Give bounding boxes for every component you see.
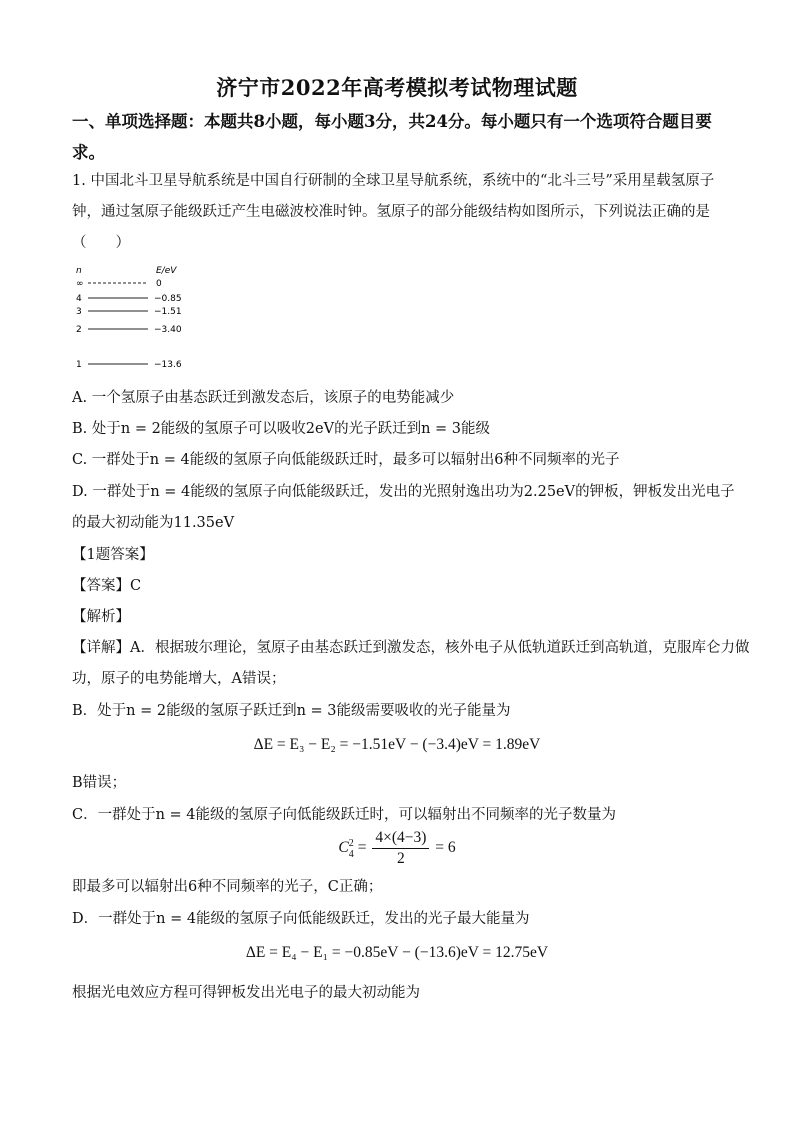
level-e-3: −1.51 xyxy=(154,307,182,317)
equation-c-indices: 2 4 xyxy=(348,837,354,860)
detail-a-line-2: 功，原子的电势能增大，A错误； xyxy=(72,671,286,687)
equation-c-lhs: C xyxy=(338,839,349,857)
option-b: B. 处于n = 2能级的氢原子可以吸收2eV的光子跃迁到n = 3能级 xyxy=(72,421,491,437)
question-stem-line-3: （ ） xyxy=(72,235,130,251)
question-number: 1. xyxy=(72,173,86,189)
page-title: 济宁市2022年高考模拟考试物理试题 xyxy=(216,75,578,100)
c-conclusion: 即最多可以辐射出6种不同频率的光子，C正确； xyxy=(72,879,383,895)
answer-line: 【答案】C xyxy=(72,578,142,594)
level-n-3: 3 xyxy=(76,307,82,317)
level-e-2: −3.40 xyxy=(154,325,182,335)
equation-c-denominator: 2 xyxy=(396,850,405,867)
option-d-line-1: D. 一群处于n = 4能级的氢原子向低能级跃迁，发出的光照射逸出功为2.25eV的钾板，钾板发出光电子 xyxy=(72,484,735,500)
answer-tag: 【1题答案】 xyxy=(72,547,154,563)
diagram-n-header: n xyxy=(76,266,82,276)
level-n-inf: ∞ xyxy=(76,279,84,289)
final-line: 根据光电效应方程可得钾板发出光电子的最大初动能为 xyxy=(72,985,420,1001)
question-stem-line-2: 钟，通过氢原子能级跃迁产生电磁波校准时钟。氢原子的部分能级结构如图所示，下列说法正确的是 xyxy=(72,204,710,220)
section-heading: 一、单项选择题：本题共8小题，每小题3分，共24分。每小题只有一个选项符合题目要求。 xyxy=(72,112,712,162)
equation-d: ΔE = E₄ − E₁ = −0.85eV − (−13.6)eV = 12.75eV xyxy=(245,944,549,961)
level-n-2: 2 xyxy=(76,325,82,335)
equation-c-numerator: 4×(4−3) xyxy=(372,828,429,849)
equation-b: ΔE = E₃ − E₂ = −1.51eV − (−3.4)eV = 1.89eV xyxy=(253,736,541,753)
energy-level-diagram xyxy=(72,264,212,376)
detail-c: C．一群处于n = 4能级的氢原子向低能级跃迁时，可以辐射出不同频率的光子数量为 xyxy=(72,807,617,823)
question-stem-line-1 xyxy=(72,166,724,197)
option-c: C. 一群处于n = 4能级的氢原子向低能级跃迁时，最多可以辐射出6种不同频率的光子 xyxy=(72,452,620,468)
level-e-4: −0.85 xyxy=(154,294,182,304)
level-n-1: 1 xyxy=(76,360,82,370)
option-d-line-2: 的最大初动能为11.35eV xyxy=(72,515,235,531)
detail-a-line-1: 【详解】A．根据玻尔理论，氢原子由基态跃迁到激发态，核外电子从低轨道跃迁到高轨道，克服库仑力做 xyxy=(72,640,750,656)
analysis-label: 【解析】 xyxy=(72,609,130,625)
level-n-4: 4 xyxy=(76,294,82,304)
detail-b: B．处于n = 2能级的氢原子跃迁到n = 3能级需要吸收的光子能量为 xyxy=(72,703,511,719)
level-e-1: −13.6 xyxy=(154,360,182,370)
equation-c-fraction xyxy=(372,828,429,869)
detail-d: D．一群处于n = 4能级的氢原子向低能级跃迁，发出的光子最大能量为 xyxy=(72,911,530,927)
equation-c: C2 4 = $\frac{4\times(4-3)}{2}$ = 6 xyxy=(338,829,456,867)
level-e-inf: 0 xyxy=(156,279,162,289)
question-stem-text-1: 中国北斗卫星导航系统是中国自行研制的全球卫星导航系统，系统中的“北斗三号”采用星载氢原子 xyxy=(90,173,715,189)
option-a: A. 一个氢原子由基态跃迁到激发态后，该原子的电势能减少 xyxy=(72,390,455,406)
b-wrong: B错误； xyxy=(72,775,127,791)
equation-c-rhs: = 6 xyxy=(435,839,456,857)
diagram-e-header: E/eV xyxy=(156,266,177,276)
